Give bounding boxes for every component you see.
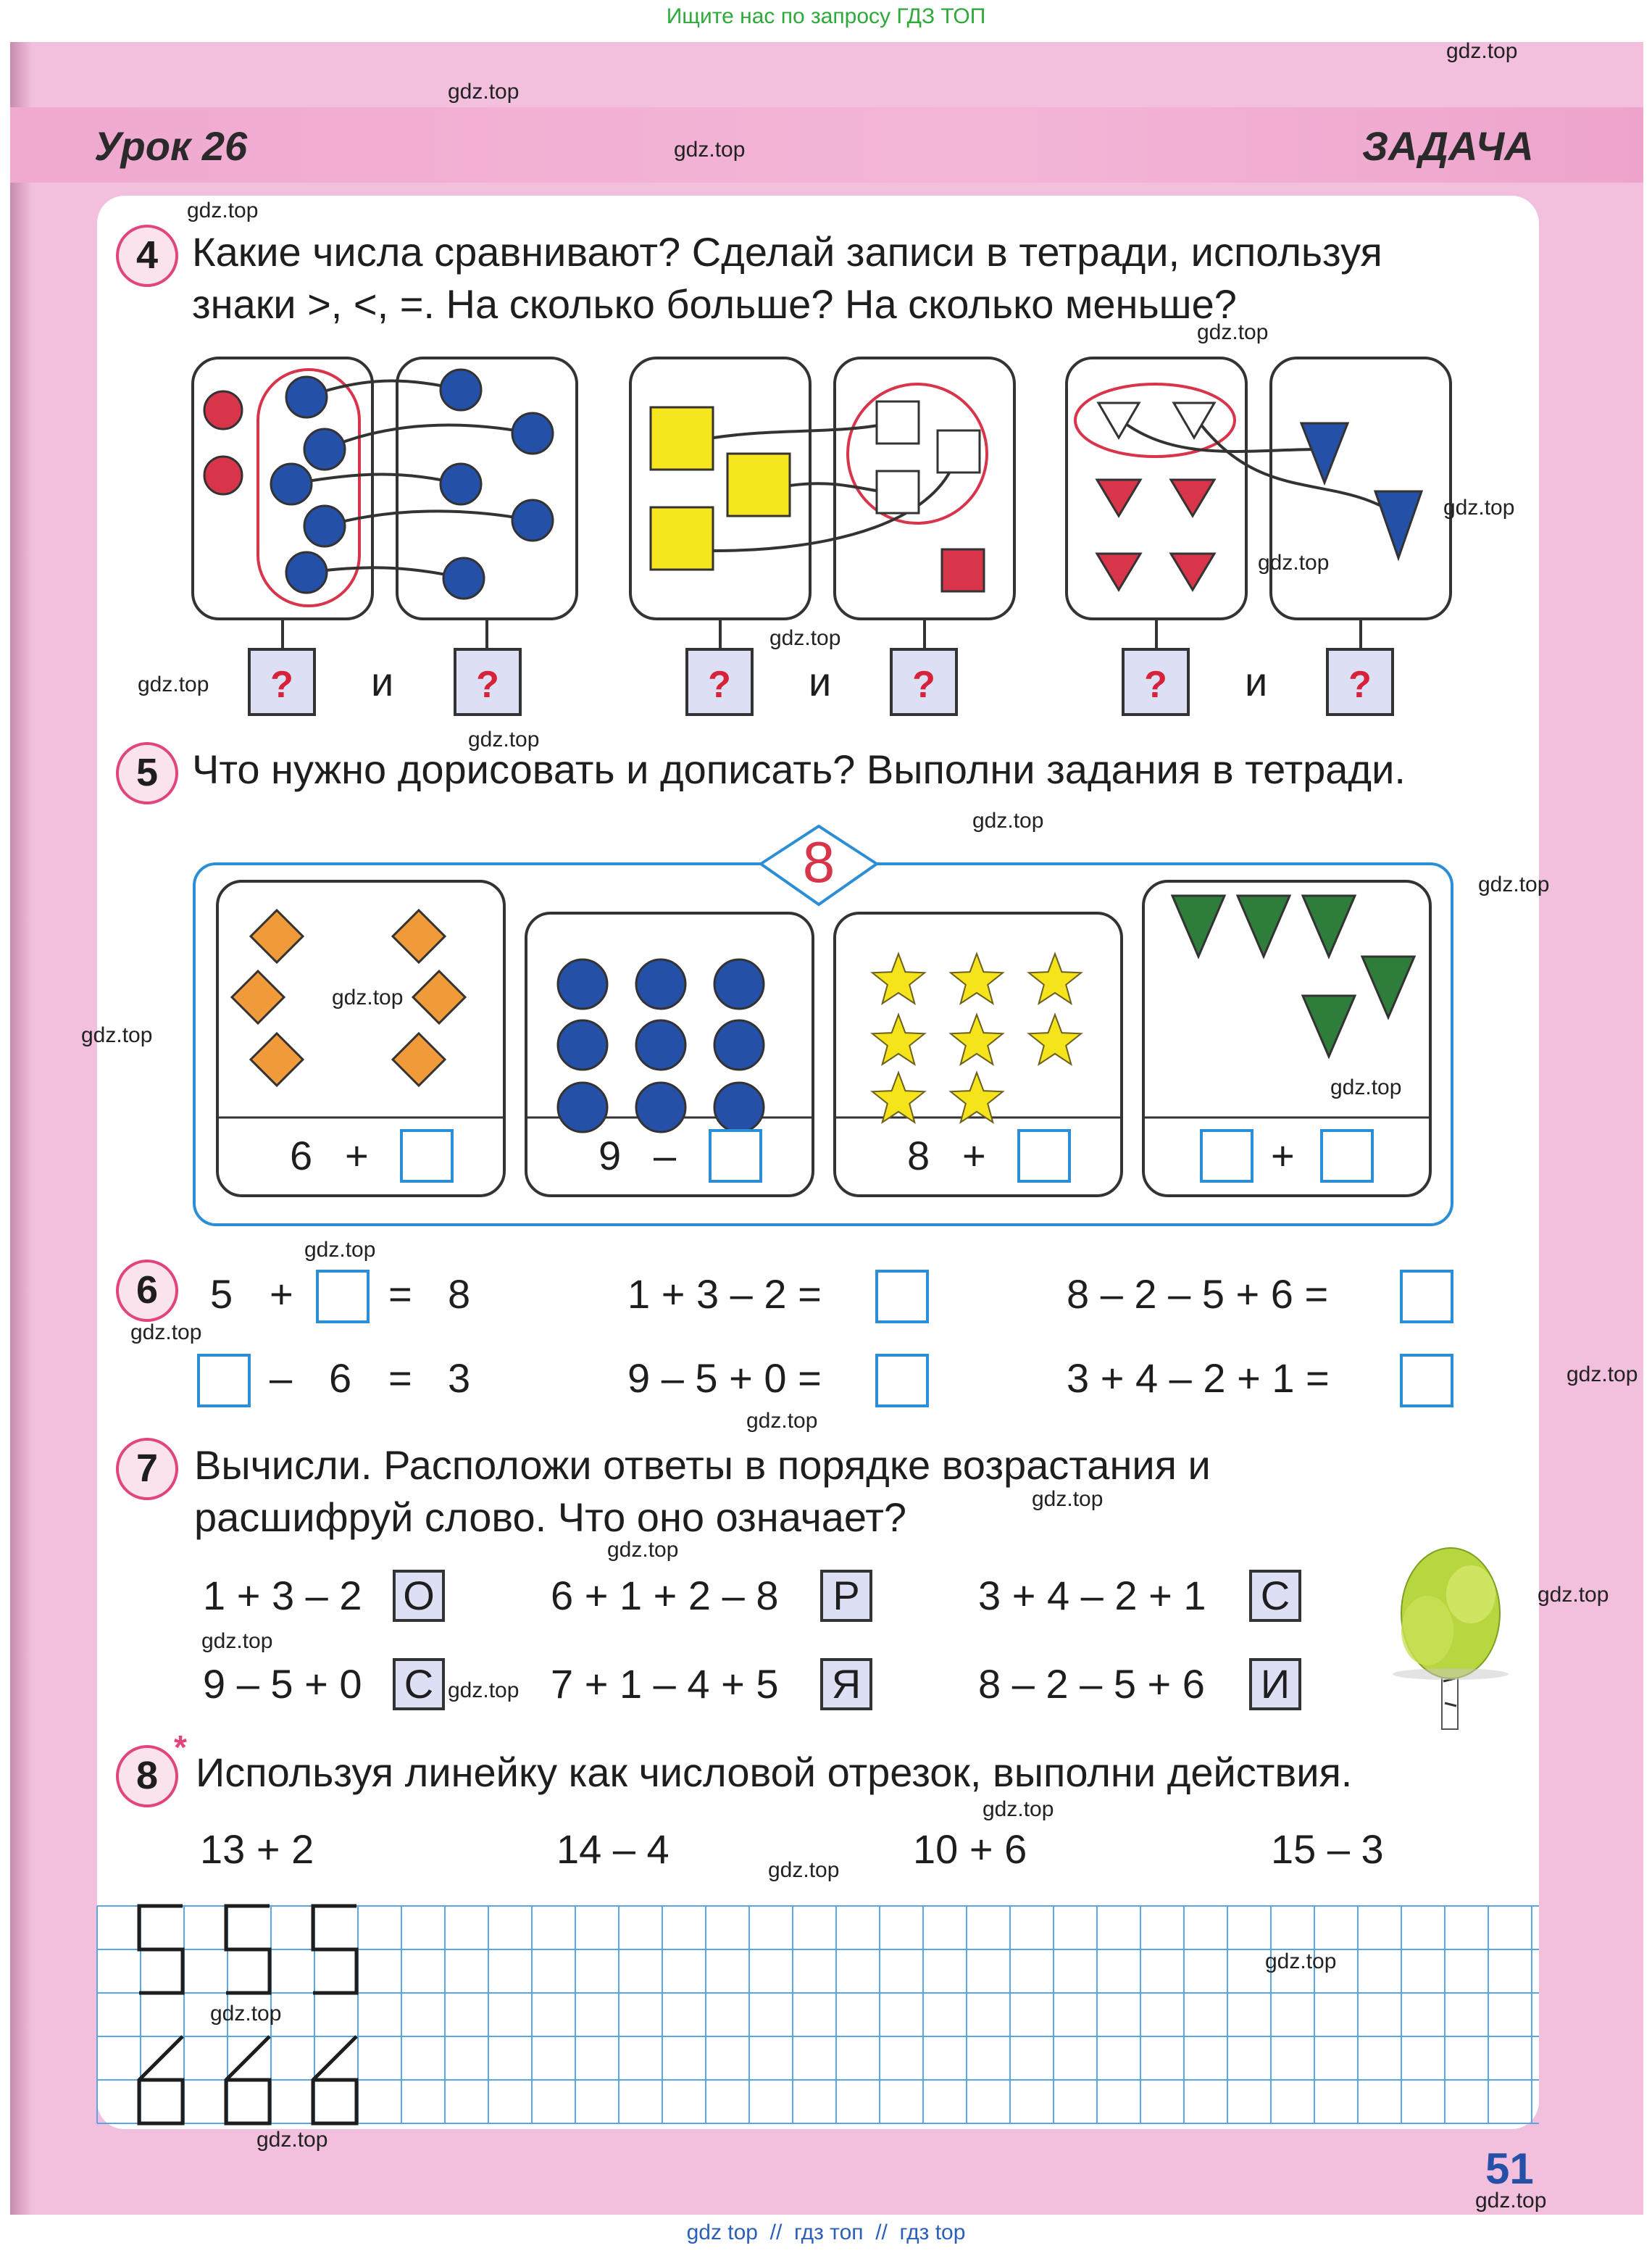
cipher-letter: Р bbox=[820, 1570, 872, 1622]
equation-operator: + bbox=[1271, 1133, 1295, 1178]
answer-box[interactable] bbox=[1320, 1129, 1374, 1183]
bottom-banner[interactable]: gdz top // гдз топ // гдз top bbox=[686, 2220, 966, 2244]
cipher-letter: Я bbox=[820, 1658, 872, 1710]
task5-text: Что нужно дорисовать и дописать? Выполни задания в тетради. bbox=[192, 746, 1406, 792]
watermark: gdz.top bbox=[1443, 496, 1515, 520]
equation-number: 9 bbox=[598, 1133, 622, 1178]
question-box[interactable]: ? bbox=[454, 648, 522, 716]
expression: 13 + 2 bbox=[200, 1826, 314, 1872]
equation-number: 8 bbox=[907, 1133, 930, 1178]
answer-box[interactable] bbox=[197, 1354, 251, 1407]
task-number-4: 4 bbox=[116, 225, 178, 287]
watermark: gdz.top bbox=[607, 1538, 679, 1562]
answer-box[interactable] bbox=[1200, 1129, 1253, 1183]
answer-box[interactable] bbox=[1017, 1129, 1071, 1183]
task8-text: Используя линейку как числовой отрезок, выполни действия. bbox=[196, 1749, 1353, 1795]
question-box[interactable]: ? bbox=[248, 648, 316, 716]
question-box[interactable]: ? bbox=[1326, 648, 1394, 716]
equation-number: 6 bbox=[290, 1133, 313, 1178]
target-number: 8 bbox=[802, 830, 835, 894]
blue-dot bbox=[636, 1020, 685, 1070]
watermark: gdz.top bbox=[983, 1797, 1054, 1821]
watermark: gdz.top bbox=[201, 1629, 273, 1653]
watermark: gdz.top bbox=[1330, 1075, 1402, 1099]
answer-box[interactable] bbox=[709, 1129, 762, 1183]
watermark: gdz.top bbox=[210, 2002, 282, 2026]
topic-title: ЗАДАЧА bbox=[1362, 123, 1534, 169]
digit-five-sample bbox=[313, 1906, 356, 1993]
answer-box[interactable] bbox=[875, 1354, 929, 1407]
answer-box[interactable] bbox=[400, 1129, 454, 1183]
cipher-letter: С bbox=[1249, 1570, 1301, 1622]
expression: 3 + 4 – 2 + 1 bbox=[978, 1573, 1206, 1618]
eq-op: – bbox=[270, 1355, 293, 1401]
watermark: gdz.top bbox=[468, 728, 540, 752]
expression: 1 + 3 – 2 bbox=[203, 1573, 362, 1618]
watermark: gdz.top bbox=[256, 2128, 328, 2152]
question-box[interactable]: ? bbox=[685, 648, 754, 716]
watermark: gdz.top bbox=[81, 1023, 153, 1047]
blue-dot bbox=[714, 1083, 764, 1132]
watermark: gdz.top bbox=[1197, 320, 1269, 344]
watermark: gdz.top bbox=[1258, 551, 1330, 575]
expression: 7 + 1 – 4 + 5 bbox=[551, 1661, 779, 1707]
eq-equals: = bbox=[388, 1355, 412, 1401]
expression: 6 + 1 + 2 – 8 bbox=[551, 1573, 779, 1618]
and-label: и bbox=[809, 659, 832, 704]
question-box[interactable]: ? bbox=[890, 648, 958, 716]
digit-five-sample bbox=[139, 1906, 183, 1993]
task7-text-line2: расшифруй слово. Что оно означает? bbox=[194, 1494, 907, 1540]
task7-text-line1: Вычисли. Расположи ответы в порядке возрастания и bbox=[194, 1442, 1211, 1488]
expression: 8 – 2 – 5 + 6 bbox=[978, 1661, 1205, 1707]
blue-dot bbox=[714, 1020, 764, 1070]
watermark: gdz.top bbox=[187, 199, 259, 222]
cipher-letter: И bbox=[1249, 1658, 1301, 1710]
equation-operator: + bbox=[962, 1133, 986, 1178]
equation-operator: + bbox=[345, 1133, 369, 1178]
and-label: и bbox=[371, 659, 394, 704]
blue-dot bbox=[636, 960, 685, 1009]
task4-text-line1: Какие числа сравнивают? Сделай записи в тетради, используя bbox=[192, 229, 1382, 275]
watermark: gdz.top bbox=[1538, 1583, 1609, 1607]
watermark: gdz.top bbox=[1032, 1487, 1104, 1511]
watermark: gdz.top bbox=[1478, 873, 1550, 896]
watermark: gdz.top bbox=[332, 986, 404, 1010]
eq-a: 5 bbox=[210, 1271, 233, 1317]
equation-operator: – bbox=[654, 1133, 677, 1178]
task-number-6: 6 bbox=[116, 1260, 178, 1322]
blue-dot bbox=[714, 960, 764, 1009]
watermark: gdz.top bbox=[1475, 2189, 1547, 2213]
and-label: и bbox=[1245, 659, 1268, 704]
eq-op: + bbox=[270, 1271, 293, 1317]
expression: 14 – 4 bbox=[556, 1826, 669, 1872]
eq-result: 3 bbox=[448, 1355, 471, 1401]
expression: 15 – 3 bbox=[1271, 1826, 1384, 1872]
task4-text-line2: знаки >, <, =. На сколько больше? На сколько меньше? bbox=[192, 281, 1237, 327]
answer-box[interactable] bbox=[875, 1270, 929, 1323]
page-number: 51 bbox=[1485, 2144, 1534, 2193]
watermark: gdz.top bbox=[448, 80, 520, 104]
watermark: gdz.top bbox=[746, 1409, 818, 1433]
answer-box[interactable] bbox=[1400, 1354, 1453, 1407]
advanced-task-star: * bbox=[174, 1728, 187, 1766]
expression: 8 – 2 – 5 + 6 = bbox=[1067, 1271, 1329, 1317]
task-number-8: 8 bbox=[116, 1745, 178, 1807]
expression: 9 – 5 + 0 = bbox=[627, 1355, 822, 1401]
answer-box[interactable] bbox=[1400, 1270, 1453, 1323]
digit-six-sample bbox=[313, 2036, 356, 2123]
blue-dot bbox=[558, 1020, 607, 1070]
expression: 3 + 4 – 2 + 1 = bbox=[1067, 1355, 1330, 1401]
digit-five-sample bbox=[226, 1906, 270, 1993]
watermark: gdz.top bbox=[130, 1320, 202, 1344]
blue-dot bbox=[636, 1083, 685, 1132]
expression: 9 – 5 + 0 bbox=[203, 1661, 362, 1707]
lesson-title: Урок 26 bbox=[94, 123, 248, 169]
cipher-letter: О bbox=[393, 1570, 445, 1622]
watermark: gdz.top bbox=[1265, 1949, 1337, 1973]
watermark: gdz.top bbox=[448, 1678, 520, 1702]
task-number-7: 7 bbox=[116, 1438, 178, 1500]
eq-equals: = bbox=[388, 1271, 412, 1317]
cipher-letter: С bbox=[393, 1658, 445, 1710]
question-box[interactable]: ? bbox=[1122, 648, 1190, 716]
watermark: gdz.top bbox=[304, 1238, 376, 1262]
expression: 1 + 3 – 2 = bbox=[627, 1271, 822, 1317]
expression: 10 + 6 bbox=[913, 1826, 1027, 1872]
eq-result: 8 bbox=[448, 1271, 471, 1317]
digit-six-sample bbox=[226, 2036, 270, 2123]
eq-b: 6 bbox=[329, 1355, 352, 1401]
blue-dot bbox=[558, 960, 607, 1009]
watermark: gdz.top bbox=[769, 626, 841, 650]
top-banner[interactable]: Ищите нас по запросу ГДЗ ТОП bbox=[666, 4, 986, 28]
blue-dot bbox=[558, 1083, 607, 1132]
watermark: gdz.top bbox=[674, 138, 746, 162]
graph-paper-grid bbox=[97, 1906, 1539, 2123]
answer-box[interactable] bbox=[316, 1270, 370, 1323]
task-number-5: 5 bbox=[116, 742, 178, 804]
watermark: gdz.top bbox=[1446, 39, 1518, 63]
digit-six-sample bbox=[139, 2036, 183, 2123]
watermark: gdz.top bbox=[1567, 1362, 1638, 1386]
watermark: gdz.top bbox=[138, 673, 209, 696]
watermark: gdz.top bbox=[972, 809, 1044, 833]
birch-tree-illustration bbox=[1384, 1544, 1514, 1732]
watermark: gdz.top bbox=[768, 1858, 840, 1882]
